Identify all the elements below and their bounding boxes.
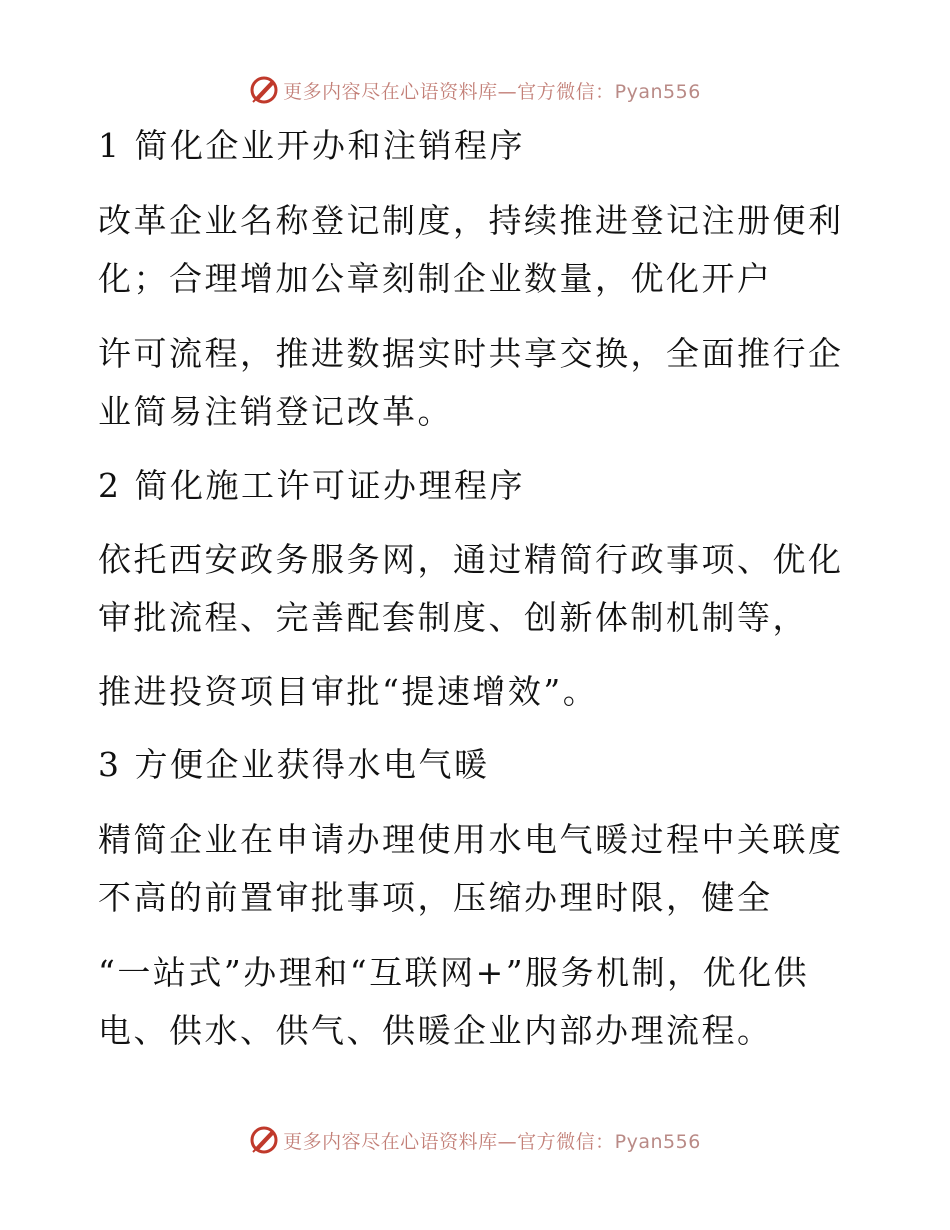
feather-pen-logo-icon: [249, 75, 279, 105]
section-3-heading: 3 方便企业获得水电气暖: [98, 745, 490, 784]
watermark-banner-top: [0, 72, 950, 108]
paragraph-line: 电、供水、供气、供暖企业内部办理流程。: [98, 1011, 773, 1050]
paragraph-line: 依托西安政务服务网，通过精简行政事项、优化: [98, 540, 844, 579]
section-2-heading: 2 简化施工许可证办理程序: [98, 466, 525, 505]
paragraph-line: 化；合理增加公章刻制企业数量，优化开户: [98, 259, 773, 298]
paragraph-line: 业简易注销登记改革。: [98, 392, 453, 431]
paragraph-line: 不高的前置审批事项，压缩办理时限，健全: [98, 878, 773, 917]
paragraph-line: 改革企业名称登记制度，持续推进登记注册便利: [98, 201, 844, 240]
paragraph-line: 推进投资项目审批“提速增效”。: [98, 672, 599, 711]
paragraph-line: 精简企业在申请办理使用水电气暖过程中关联度: [98, 820, 844, 859]
watermark-text: 更多内容尽在心语资料库—官方微信：Pyan556: [283, 1130, 701, 1153]
feather-pen-logo-icon: [249, 1125, 279, 1155]
paragraph-line: “一站式”办理和“互联网+”服务机制，优化供: [98, 953, 810, 992]
watermark-banner-bottom: [0, 1122, 950, 1158]
watermark-text: 更多内容尽在心语资料库—官方微信：Pyan556: [283, 80, 701, 103]
paragraph-line: 审批流程、完善配套制度、创新体制机制等，: [98, 598, 808, 637]
section-1-heading: 1 简化企业开办和注销程序: [98, 126, 525, 165]
paragraph-line: 许可流程，推进数据实时共享交换，全面推行企: [98, 334, 844, 373]
